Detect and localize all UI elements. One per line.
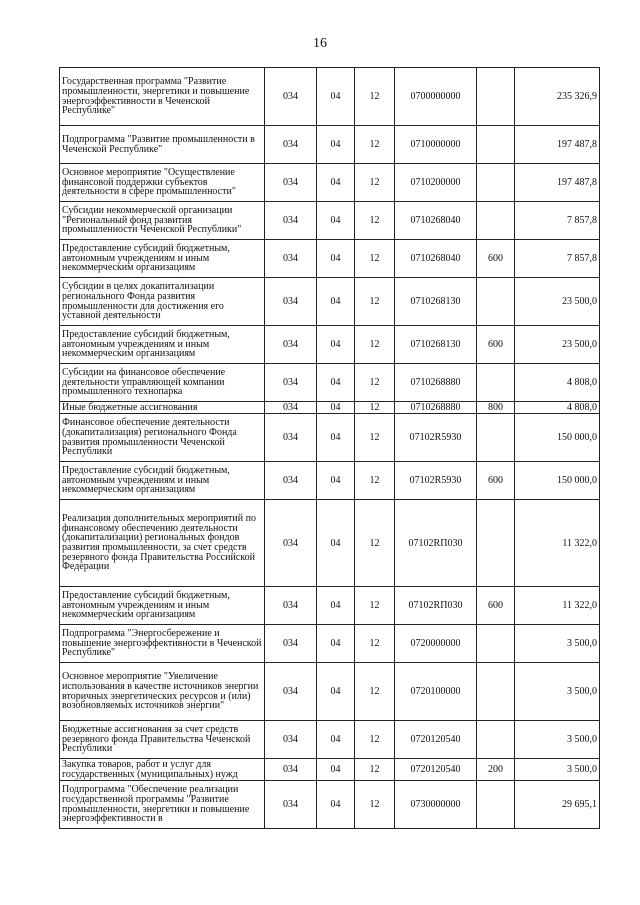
table-row	[60, 625, 600, 663]
row-name: Субсидии на финансовое обеспечение деятельности управляющей компании промышленного технопарка	[60, 364, 265, 402]
table-row	[60, 240, 600, 278]
row-name: Финансовое обеспечение деятельности (докапитализация) регионального Фонда развития промышленности Чеченской Республики	[60, 414, 265, 462]
row-name: Подпрограмма "Энергосбережение и повышение энергоэффективности в Чеченской Республике"	[60, 625, 265, 663]
table-row	[60, 326, 600, 364]
target-article-code: 07102RП030	[395, 587, 477, 625]
ved-code: 034	[265, 402, 317, 414]
row-name: Подпрограмма "Обеспечение реализации государственной программы "Развитие промышленности, энергетики и повышение энергоэффективности в	[60, 781, 265, 829]
amount: 23 500,0	[515, 326, 600, 364]
expense-type-code	[477, 500, 515, 587]
ved-code: 034	[265, 781, 317, 829]
expense-type-code	[477, 625, 515, 663]
section-code: 04	[317, 278, 355, 326]
section-code: 04	[317, 202, 355, 240]
subsection-code: 12	[355, 759, 395, 781]
ved-code: 034	[265, 326, 317, 364]
target-article-code: 0710268880	[395, 402, 477, 414]
subsection-code: 12	[355, 500, 395, 587]
subsection-code: 12	[355, 240, 395, 278]
target-article-code: 0720000000	[395, 625, 477, 663]
section-code: 04	[317, 587, 355, 625]
ved-code: 034	[265, 625, 317, 663]
section-code: 04	[317, 364, 355, 402]
row-name: Предоставление субсидий бюджетным, автономным учреждениям и иным некоммерческим организациям	[60, 326, 265, 364]
table-row	[60, 202, 600, 240]
row-name: Основное мероприятие "Осуществление финансовой поддержки субъектов деятельности в сфере промышленности"	[60, 164, 265, 202]
ved-code: 034	[265, 759, 317, 781]
subsection-code: 12	[355, 721, 395, 759]
ved-code: 034	[265, 500, 317, 587]
target-article-code: 0720120540	[395, 721, 477, 759]
amount: 235 326,9	[515, 68, 600, 126]
subsection-code: 12	[355, 202, 395, 240]
ved-code: 034	[265, 278, 317, 326]
target-article-code: 0720100000	[395, 663, 477, 721]
ved-code: 034	[265, 164, 317, 202]
amount: 3 500,0	[515, 759, 600, 781]
amount: 150 000,0	[515, 414, 600, 462]
ved-code: 034	[265, 587, 317, 625]
section-code: 04	[317, 414, 355, 462]
ved-code: 034	[265, 721, 317, 759]
row-name: Государственная программа "Развитие промышленности, энергетики и повышение энергоэффективности в Чеченской Республике"	[60, 68, 265, 126]
expense-type-code	[477, 414, 515, 462]
amount: 7 857,8	[515, 240, 600, 278]
table-row	[60, 781, 600, 829]
section-code: 04	[317, 500, 355, 587]
expense-type-code	[477, 721, 515, 759]
target-article-code: 0710200000	[395, 164, 477, 202]
subsection-code: 12	[355, 587, 395, 625]
amount: 3 500,0	[515, 721, 600, 759]
subsection-code: 12	[355, 414, 395, 462]
subsection-code: 12	[355, 402, 395, 414]
table-row	[60, 164, 600, 202]
subsection-code: 12	[355, 68, 395, 126]
expense-type-code	[477, 164, 515, 202]
amount: 197 487,8	[515, 164, 600, 202]
target-article-code: 0730000000	[395, 781, 477, 829]
row-name: Бюджетные ассигнования за счет средств резервного фонда Правительства Чеченской Республики	[60, 721, 265, 759]
row-name: Основное мероприятие "Увеличение использования в качестве источников энергии вторичных энергетических ресурсов и (или) возобновляемых источников энергии"	[60, 663, 265, 721]
section-code: 04	[317, 126, 355, 164]
subsection-code: 12	[355, 663, 395, 721]
expense-type-code	[477, 278, 515, 326]
row-name: Предоставление субсидий бюджетным, автономным учреждениям и иным некоммерческим организациям	[60, 240, 265, 278]
expense-type-code: 800	[477, 402, 515, 414]
target-article-code: 0710268130	[395, 326, 477, 364]
amount: 197 487,8	[515, 126, 600, 164]
subsection-code: 12	[355, 326, 395, 364]
table-row	[60, 126, 600, 164]
expense-type-code: 600	[477, 240, 515, 278]
subsection-code: 12	[355, 625, 395, 663]
section-code: 04	[317, 759, 355, 781]
ved-code: 034	[265, 663, 317, 721]
section-code: 04	[317, 781, 355, 829]
section-code: 04	[317, 462, 355, 500]
page-number: 16	[313, 36, 327, 51]
amount: 11 322,0	[515, 500, 600, 587]
table-row	[60, 587, 600, 625]
expense-type-code: 600	[477, 587, 515, 625]
section-code: 04	[317, 402, 355, 414]
target-article-code: 0700000000	[395, 68, 477, 126]
row-name: Субсидии в целях докапитализации регионального Фонда развития промышленности для достижения его уставной деятельности	[60, 278, 265, 326]
section-code: 04	[317, 164, 355, 202]
table-row	[60, 759, 600, 781]
amount: 4 808,0	[515, 402, 600, 414]
expense-type-code: 200	[477, 759, 515, 781]
target-article-code: 0710268040	[395, 240, 477, 278]
ved-code: 034	[265, 462, 317, 500]
row-name: Реализация дополнительных мероприятий по финансовому обеспечению деятельности (докапитализации) региональных фондов развития промышленности, за счет средств резервного фонда Правительства Российской Федерации	[60, 500, 265, 587]
expense-type-code	[477, 663, 515, 721]
ved-code: 034	[265, 364, 317, 402]
amount: 11 322,0	[515, 587, 600, 625]
amount: 4 808,0	[515, 364, 600, 402]
amount: 7 857,8	[515, 202, 600, 240]
target-article-code: 0710000000	[395, 126, 477, 164]
row-name: Закупка товаров, работ и услуг для государственных (муниципальных) нужд	[60, 759, 265, 781]
target-article-code: 0710268040	[395, 202, 477, 240]
budget-table	[59, 67, 600, 829]
subsection-code: 12	[355, 364, 395, 402]
table-row	[60, 402, 600, 414]
section-code: 04	[317, 68, 355, 126]
section-code: 04	[317, 625, 355, 663]
target-article-code: 07102R5930	[395, 462, 477, 500]
section-code: 04	[317, 721, 355, 759]
table-row	[60, 721, 600, 759]
table-row	[60, 462, 600, 500]
target-article-code: 07102RП030	[395, 500, 477, 587]
section-code: 04	[317, 326, 355, 364]
subsection-code: 12	[355, 126, 395, 164]
subsection-code: 12	[355, 164, 395, 202]
expense-type-code	[477, 781, 515, 829]
ved-code: 034	[265, 202, 317, 240]
expense-type-code	[477, 202, 515, 240]
section-code: 04	[317, 663, 355, 721]
table-row	[60, 364, 600, 402]
row-name: Иные бюджетные ассигнования	[60, 402, 265, 414]
table-row	[60, 414, 600, 462]
ved-code: 034	[265, 68, 317, 126]
row-name: Предоставление субсидий бюджетным, автономным учреждениям и иным некоммерческим организациям	[60, 462, 265, 500]
expense-type-code: 600	[477, 326, 515, 364]
subsection-code: 12	[355, 781, 395, 829]
expense-type-code	[477, 364, 515, 402]
amount: 3 500,0	[515, 625, 600, 663]
ved-code: 034	[265, 126, 317, 164]
target-article-code: 0710268130	[395, 278, 477, 326]
row-name: Подпрограмма "Развитие промышленности в Чеченской Республике"	[60, 126, 265, 164]
amount: 29 695,1	[515, 781, 600, 829]
expense-type-code	[477, 126, 515, 164]
amount: 3 500,0	[515, 663, 600, 721]
table-row	[60, 500, 600, 587]
target-article-code: 07102R5930	[395, 414, 477, 462]
subsection-code: 12	[355, 462, 395, 500]
row-name: Субсидии некоммерческой организации "Региональный фонд развития промышленности Чеченской Республики"	[60, 202, 265, 240]
row-name: Предоставление субсидий бюджетным, автономным учреждениям и иным некоммерческим организациям	[60, 587, 265, 625]
amount: 150 000,0	[515, 462, 600, 500]
subsection-code: 12	[355, 278, 395, 326]
section-code: 04	[317, 240, 355, 278]
amount: 23 500,0	[515, 278, 600, 326]
table-row	[60, 663, 600, 721]
table-row	[60, 278, 600, 326]
expense-type-code	[477, 68, 515, 126]
target-article-code: 0710268880	[395, 364, 477, 402]
table-row	[60, 68, 600, 126]
expense-type-code: 600	[477, 462, 515, 500]
ved-code: 034	[265, 414, 317, 462]
target-article-code: 0720120540	[395, 759, 477, 781]
ved-code: 034	[265, 240, 317, 278]
